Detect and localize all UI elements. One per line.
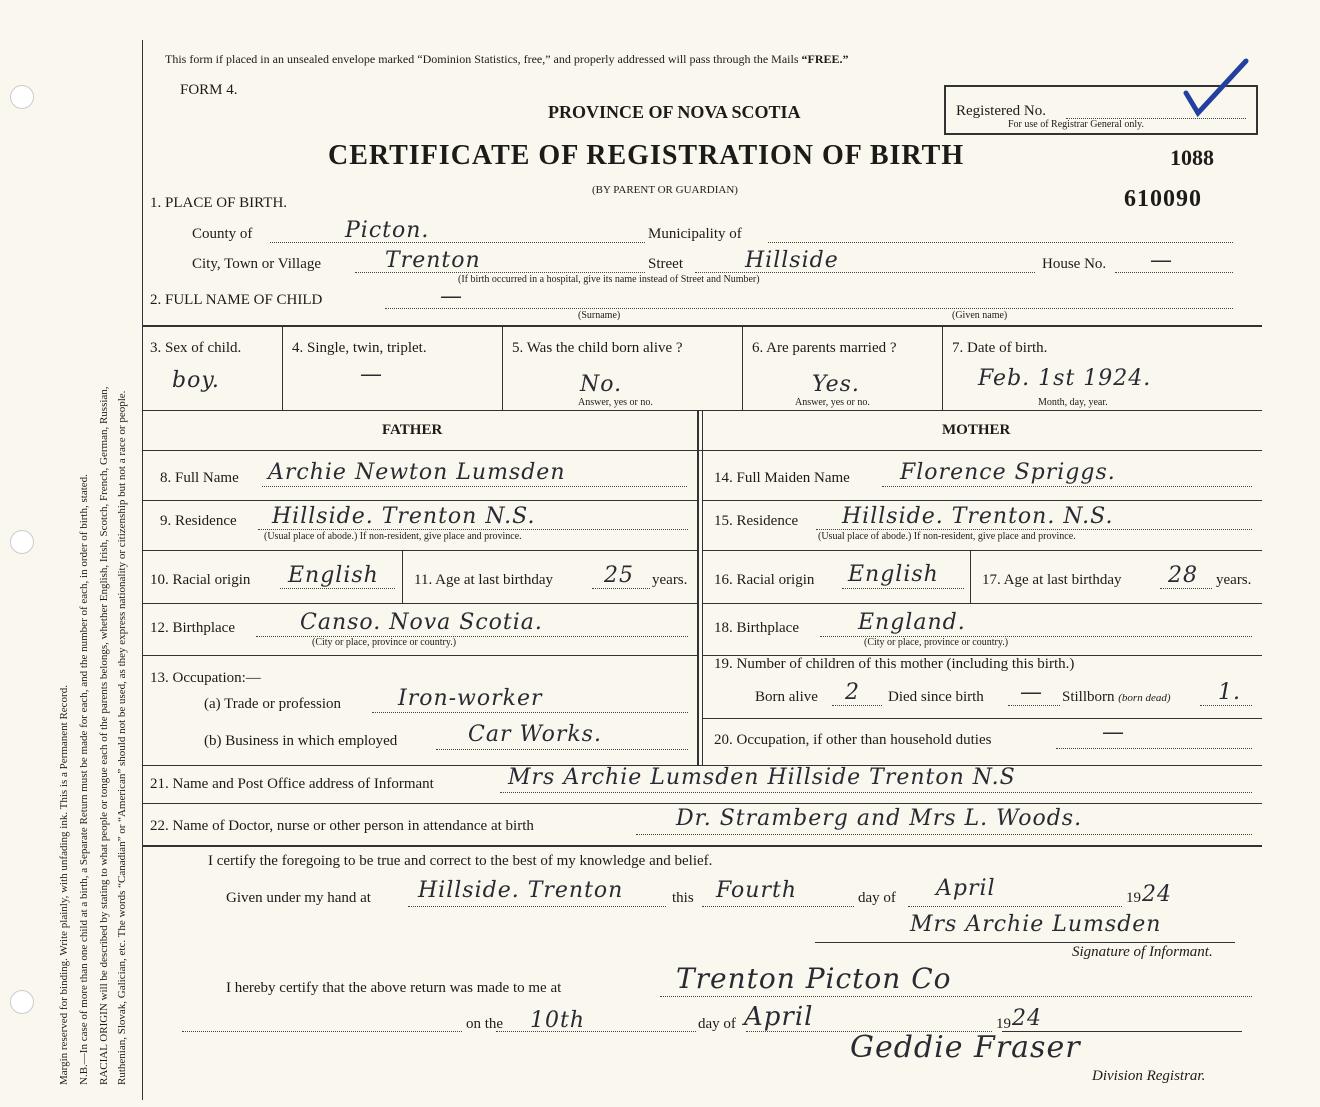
informant-value: Mrs Archie Lumsden Hillside Trenton N.S (508, 765, 1016, 790)
mother-racial-label: 16. Racial origin (714, 572, 815, 588)
child-name-label: 2. FULL NAME OF CHILD (150, 292, 323, 308)
margin-note-1: Margin reserved for binding. Write plainly, with unfading ink. This is a Permanent Record. (58, 685, 70, 1085)
trade-label: (a) Trade or profession (204, 696, 342, 712)
registrar-signature: Geddie Fraser (850, 1030, 1081, 1065)
this-label: this (672, 890, 694, 906)
mother-birthplace-label: 18. Birthplace (714, 620, 799, 636)
registrar-statement: I hereby certify that the above return was made to me at (226, 980, 562, 996)
born-alive-count-label: Born alive (755, 689, 818, 705)
mother-racial-value: English (848, 562, 939, 587)
doctor-label: 22. Name of Doctor, nurse or other person in attendance at birth (150, 818, 534, 834)
page-title: CERTIFICATE OF REGISTRATION OF BIRTH (328, 140, 965, 171)
certify-day: Fourth (716, 878, 798, 903)
sex-label: 3. Sex of child. (150, 340, 242, 356)
born-alive-note: Answer, yes or no. (578, 397, 653, 408)
city-label: City, Town or Village (192, 256, 322, 272)
mother-name-label: 14. Full Maiden Name (714, 470, 850, 486)
stillborn-label: Stillborn (born dead) (1062, 689, 1171, 705)
certify-year: 24 (1142, 882, 1172, 907)
father-age-label: 11. Age at last birthday (414, 572, 553, 588)
married-label: 6. Are parents married ? (752, 340, 897, 356)
registrar-month: April (744, 1002, 814, 1032)
county-value: Picton. (345, 218, 430, 243)
check-mark-icon (1180, 55, 1250, 125)
birth-date-note: Month, day, year. (1038, 397, 1108, 408)
business-label: (b) Business in which employed (204, 733, 398, 749)
child-name-value: — (440, 284, 463, 309)
certify-day-of: day of (858, 890, 896, 906)
father-heading: FATHER (382, 422, 443, 438)
number-top: 1088 (1170, 145, 1214, 170)
father-residence-value: Hillside. Trenton N.S. (272, 504, 536, 529)
plurality-value: — (360, 362, 383, 387)
subtitle: (BY PARENT OR GUARDIAN) (592, 184, 738, 196)
registrar-year: 24 (1012, 1006, 1042, 1031)
married-note: Answer, yes or no. (795, 397, 870, 408)
mother-occupation-value: — (1102, 720, 1125, 745)
given-name-note: (Given name) (952, 310, 1008, 321)
father-racial-label: 10. Racial origin (150, 572, 251, 588)
certify-year-prefix: 19 (1126, 890, 1141, 906)
mother-name-value: Florence Spriggs. (900, 460, 1116, 485)
binding-hole (10, 990, 34, 1014)
married-value: Yes. (812, 372, 860, 397)
birth-date-label: 7. Date of birth. (952, 340, 1048, 356)
father-birthplace-value: Canso. Nova Scotia. (300, 610, 543, 635)
county-label: County of (192, 226, 253, 242)
registrar-year-prefix: 19 (996, 1016, 1011, 1032)
died-label: Died since birth (888, 689, 984, 705)
trade-value: Iron-worker (398, 686, 543, 711)
business-value: Car Works. (468, 722, 602, 747)
sex-value: boy. (172, 368, 220, 393)
margin-note-2: N.B.—In case of more than one child at a birth, a Separate Return must be made for each, and the number of each, in order of birth, stated. (78, 474, 90, 1085)
hospital-note: (If birth occurred in a hospital, give its name instead of Street and Number) (458, 274, 760, 285)
birth-date-value: Feb. 1st 1924. (978, 366, 1152, 391)
registrar-place: Trenton Picton Co (676, 962, 952, 995)
margin-note-3: RACIAL ORIGIN will be described by stating to what people or tongue each of the parents belongs, whether English, Irish, Scotch, French, German, Russian, (98, 386, 110, 1085)
died-value: — (1020, 680, 1043, 705)
mother-residence-value: Hillside. Trenton. N.S. (842, 504, 1114, 529)
father-residence-note: (Usual place of abode.) If non-resident, give place and province. (264, 531, 522, 542)
informant-signature-label: Signature of Informant. (1072, 944, 1213, 960)
certify-statement: I certify the foregoing to be true and correct to the best of my knowledge and belief. (208, 853, 713, 869)
father-age-value: 25 (604, 563, 634, 588)
municipality-label: Municipality of (648, 226, 742, 242)
registered-note: For use of Registrar General only. (1008, 119, 1144, 130)
father-name-value: Archie Newton Lumsden (268, 460, 566, 485)
children-count-label: 19. Number of children of this mother (including this birth.) (714, 656, 1075, 672)
stillborn-value: 1. (1218, 680, 1241, 705)
mother-years: years. (1216, 572, 1252, 588)
form-number: FORM 4. (180, 82, 238, 98)
mother-heading: MOTHER (942, 422, 1011, 438)
street-label: Street (648, 256, 683, 272)
father-residence-label: 9. Residence (160, 513, 237, 529)
mail-note: This form if placed in an unsealed envelope marked “Dominion Statistics, free,” and properly addressed will pass through the Mails “FREE.” (165, 52, 849, 66)
mother-occupation-label: 20. Occupation, if other than household duties (714, 732, 992, 748)
father-birthplace-note: (City or place, province or country.) (312, 637, 457, 648)
father-years: years. (652, 572, 688, 588)
father-occupation-label: 13. Occupation:— (150, 670, 261, 686)
mother-age-value: 28 (1168, 563, 1198, 588)
born-alive-label: 5. Was the child born alive ? (512, 340, 683, 356)
margin-note-4: Ruthenian, Slovak, Galician, etc. The words “Canadian” or “American” should not be used, as they express nationality or citizenship but not a race or people. (116, 390, 128, 1085)
born-alive-count-value: 2 (845, 680, 860, 705)
mother-residence-note: (Usual place of abode.) If non-resident, give place and province. (818, 531, 1076, 542)
father-racial-value: English (288, 563, 379, 588)
informant-signature: Mrs Archie Lumsden (910, 912, 1162, 937)
street-value: Hillside (745, 248, 839, 273)
certify-month: April (936, 876, 996, 901)
registrar-day-of: day of (698, 1016, 736, 1032)
registered-label: Registered No. (956, 103, 1046, 119)
father-birthplace-label: 12. Birthplace (150, 620, 235, 636)
binding-hole (10, 530, 34, 554)
house-value: — (1150, 248, 1173, 273)
number-main: 610090 (1124, 186, 1202, 212)
doctor-value: Dr. Stramberg and Mrs L. Woods. (676, 806, 1083, 831)
mother-birthplace-value: England. (858, 610, 966, 635)
mother-age-label: 17. Age at last birthday (982, 572, 1122, 588)
place-of-birth-heading: 1. PLACE OF BIRTH. (150, 195, 288, 211)
father-name-label: 8. Full Name (160, 470, 239, 486)
mother-birthplace-note: (City or place, province or country.) (864, 637, 1009, 648)
binding-hole (10, 85, 34, 109)
given-label: Given under my hand at (226, 890, 371, 906)
plurality-label: 4. Single, twin, triplet. (292, 340, 427, 356)
margin-rule (142, 40, 143, 1100)
province-title: PROVINCE OF NOVA SCOTIA (548, 102, 801, 122)
mother-residence-label: 15. Residence (714, 513, 799, 529)
house-label: House No. (1042, 256, 1107, 272)
given-place: Hillside. Trenton (418, 878, 624, 903)
registrar-signature-label: Division Registrar. (1092, 1068, 1206, 1084)
surname-note: (Surname) (578, 310, 621, 321)
informant-label: 21. Name and Post Office address of Informant (150, 776, 434, 792)
registrar-day: 10th (530, 1008, 586, 1033)
registrar-on-the: on the (466, 1016, 504, 1032)
city-value: Trenton (385, 248, 481, 273)
born-alive-value: No. (580, 372, 623, 397)
